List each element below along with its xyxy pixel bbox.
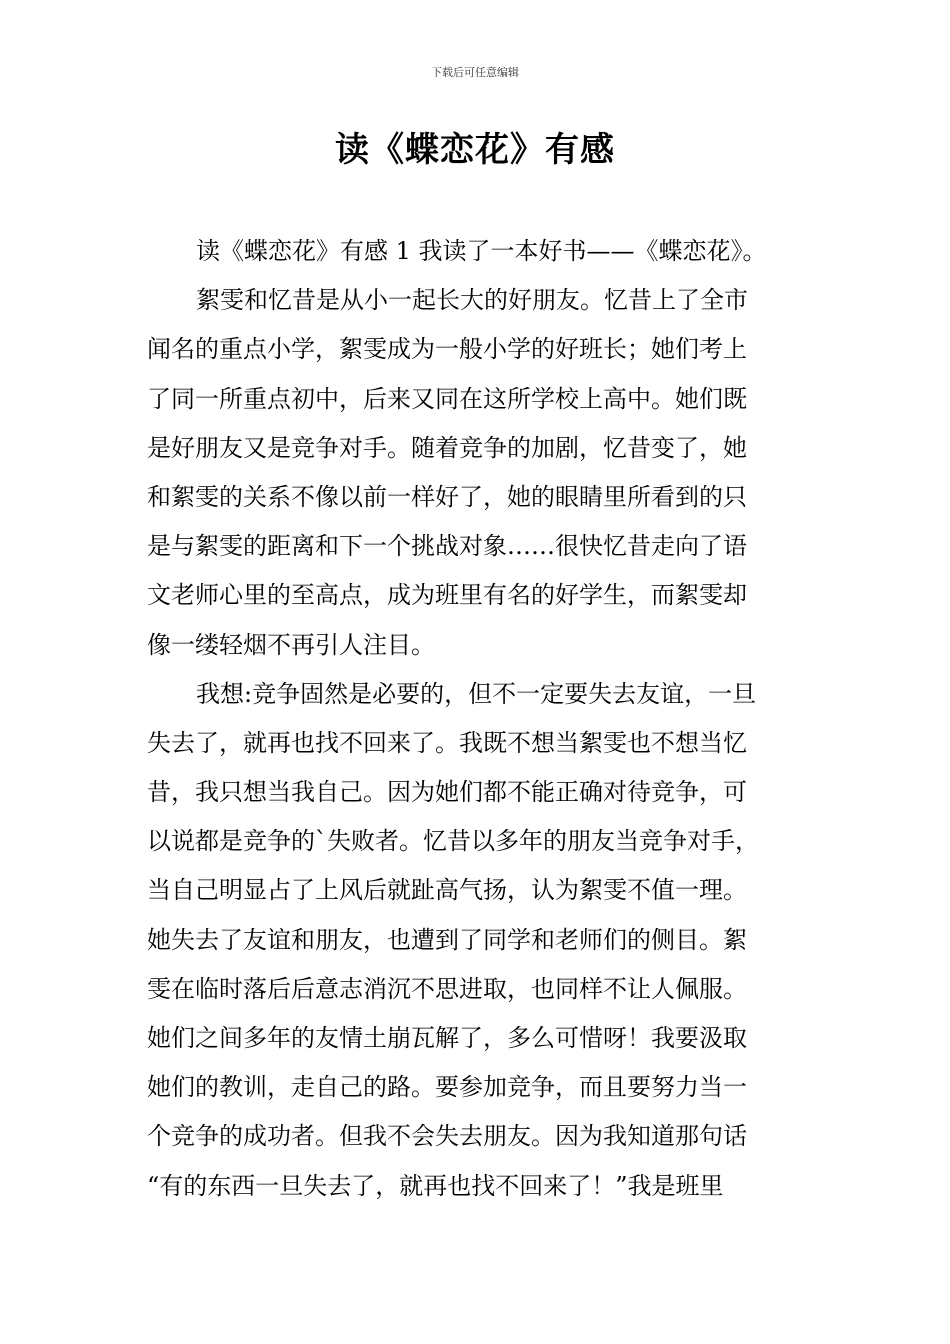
text-line: 昔，我只想当我自己。因为她们都不能正确对待竞争，可 [147, 778, 747, 807]
text-line: 当自己明显占了上风后就趾高气扬，认为絮雯不值一理。 [147, 876, 747, 905]
text-line: 和絮雯的关系不像以前一样好了，她的眼睛里所看到的只 [147, 482, 747, 511]
text-line: 雯在临时落后后意志消沉不思进取，也同样不让人佩服。 [147, 974, 747, 1003]
text-line: 闻名的重点小学，絮雯成为一般小学的好班长；她们考上 [147, 335, 747, 364]
header-note: 下载后可任意编辑 [431, 66, 519, 79]
text-line: 絮雯和忆昔是从小一起长大的好朋友。忆昔上了全市 [196, 286, 748, 315]
text-line: 失去了，就再也找不回来了。我既不想当絮雯也不想当忆 [147, 728, 747, 757]
text-line: 文老师心里的至高点，成为班里有名的好学生，而絮雯却 [147, 581, 747, 610]
text-line: 以说都是竞争的`失败者。忆昔以多年的朋友当竞争对手， [147, 827, 759, 856]
document-title: 读《蝶恋花》有感 [335, 130, 615, 170]
text-line: “有的东西一旦失去了，就再也找不回来了！”我是班里 [147, 1171, 724, 1200]
text-line: 她们之间多年的友情土崩瓦解了，多么可惜呀！我要汲取 [147, 1024, 747, 1052]
text-line: 她失去了友谊和朋友，也遭到了同学和老师们的侧目。絮 [147, 925, 747, 954]
text-line: 读《蝶恋花》有感 1 我读了一本好书——《蝶恋花》。 [196, 237, 767, 265]
text-line: 像一缕轻烟不再引人注目。 [147, 630, 435, 659]
text-line: 了同一所重点初中，后来又同在这所学校上高中。她们既 [147, 384, 747, 413]
body-text [147, 227, 807, 1211]
text-line: 是好朋友又是竞争对手。随着竞争的加剧，忆昔变了，她 [147, 433, 747, 462]
text-line: 是与絮雯的距离和下一个挑战对象……很快忆昔走向了语 [147, 532, 747, 561]
text-line: 她们的教训，走自己的路。要参加竞争，而且要努力当一 [147, 1073, 747, 1102]
text-line: 我想:竞争固然是必要的，但不一定要失去友谊，一旦 [196, 679, 757, 708]
text-line: 个竞争的成功者。但我不会失去朋友。因为我知道那句话 [147, 1122, 747, 1151]
